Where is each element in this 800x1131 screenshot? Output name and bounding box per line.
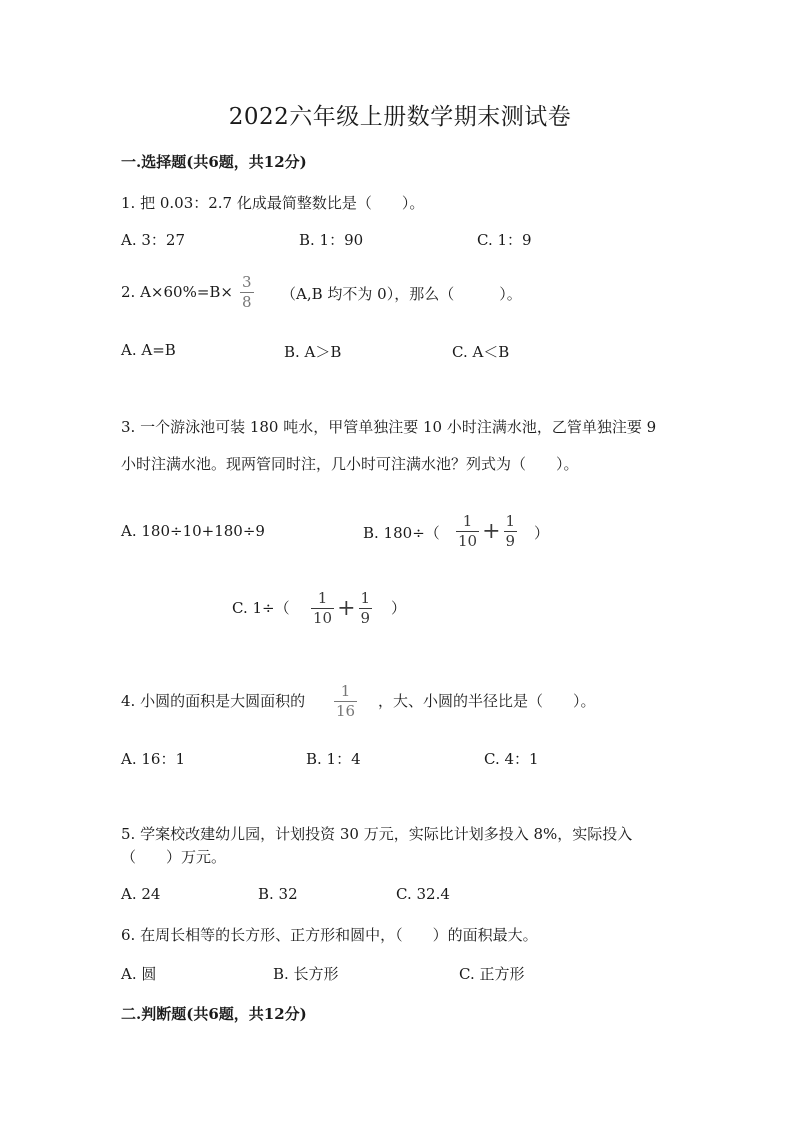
- question-3-option-b-prefix: B. 180÷（: [363, 524, 440, 542]
- question-5-stem-line-2: （ ）万元。: [121, 848, 227, 866]
- question-3-stem-line-2: 小时注满水池。现两管同时注，几小时可注满水池？列式为（ ）。: [121, 455, 579, 473]
- question-6-option-c: C. 正方形: [459, 965, 525, 983]
- question-5-stem-line-1: 5. 学案校改建幼儿园，计划投资 30 万元，实际比计划多投入 8%，实际投入: [121, 825, 633, 843]
- fraction-denominator: 10: [458, 532, 478, 550]
- question-1-option-a: A. 3：27: [121, 231, 185, 249]
- fraction-one-tenth: [456, 513, 479, 550]
- question-1-option-c: C. 1：9: [477, 231, 532, 249]
- question-2-option-c: C. A＜B: [452, 343, 510, 361]
- fraction-denominator: 10: [313, 609, 333, 627]
- question-6-stem: 6. 在周长相等的长方形、正方形和圆中，（ ）的面积最大。: [121, 926, 538, 944]
- fraction-numerator: 1: [505, 512, 516, 530]
- fraction-denominator: 8: [242, 293, 252, 311]
- question-5-option-b: B. 32: [258, 885, 298, 903]
- question-4-option-c: C. 4：1: [484, 750, 539, 768]
- question-1-option-b: B. 1：90: [299, 231, 364, 249]
- plus-sign: +: [482, 519, 501, 544]
- question-1-stem: 1. 把 0.03：2.7 化成最简整数比是（ ）。: [121, 194, 425, 212]
- section-heading-true-false: 二.判断题(共6题，共12分): [121, 1005, 307, 1023]
- fraction-one-ninth: [504, 513, 518, 550]
- question-2-option-a: A. A=B: [121, 341, 176, 359]
- question-4-fraction: [334, 683, 357, 720]
- question-5-option-c: C. 32.4: [396, 885, 450, 903]
- plus-sign: +: [337, 596, 356, 621]
- question-3-option-c-prefix: C. 1÷（: [232, 599, 290, 617]
- question-3-stem-line-1: 3. 一个游泳池可装 180 吨水，甲管单独注要 10 小时注满水池，乙管单独注要 9: [121, 418, 657, 436]
- fraction-numerator: 1: [340, 682, 351, 700]
- question-2-stem-end: （A,B 均不为 0），那么（ ）。: [281, 285, 522, 303]
- question-3-option-c-fraction-sum: [311, 590, 372, 627]
- question-6-option-b: B. 长方形: [273, 965, 339, 983]
- fraction-numerator: 1: [462, 512, 473, 530]
- question-2-fraction: [240, 274, 254, 311]
- question-3-option-a: A. 180÷10+180÷9: [121, 522, 265, 540]
- section-heading-choice: 一.选择题(共6题，共12分): [121, 153, 307, 171]
- question-3-option-b-fraction-sum: [456, 513, 517, 550]
- question-4-option-b: B. 1：4: [306, 750, 361, 768]
- fraction-numerator: 1: [360, 589, 371, 607]
- fraction-numerator: 3: [242, 273, 252, 291]
- fraction-one-ninth: [359, 590, 373, 627]
- question-4-stem-start: 4. 小圆的面积是大圆面积的: [121, 692, 306, 710]
- question-4-option-a: A. 16：1: [121, 750, 185, 768]
- question-3-option-c-suffix: ）: [391, 599, 407, 617]
- page-title: 2022六年级上册数学期末测试卷: [228, 104, 572, 130]
- fraction-denominator: 16: [336, 702, 356, 720]
- fraction-denominator: 9: [360, 609, 371, 627]
- fraction-one-tenth: [311, 590, 334, 627]
- question-2-option-b: B. A＞B: [284, 343, 342, 361]
- question-3-option-b-suffix: ）: [534, 524, 550, 542]
- fraction-numerator: 1: [317, 589, 328, 607]
- question-2-stem-start: 2. A×60%=B×: [121, 283, 233, 301]
- question-6-option-a: A. 圆: [121, 965, 157, 983]
- fraction-denominator: 9: [505, 532, 516, 550]
- question-4-stem-end: ，大、小圆的半径比是（ ）。: [378, 692, 596, 710]
- question-5-option-a: A. 24: [121, 885, 161, 903]
